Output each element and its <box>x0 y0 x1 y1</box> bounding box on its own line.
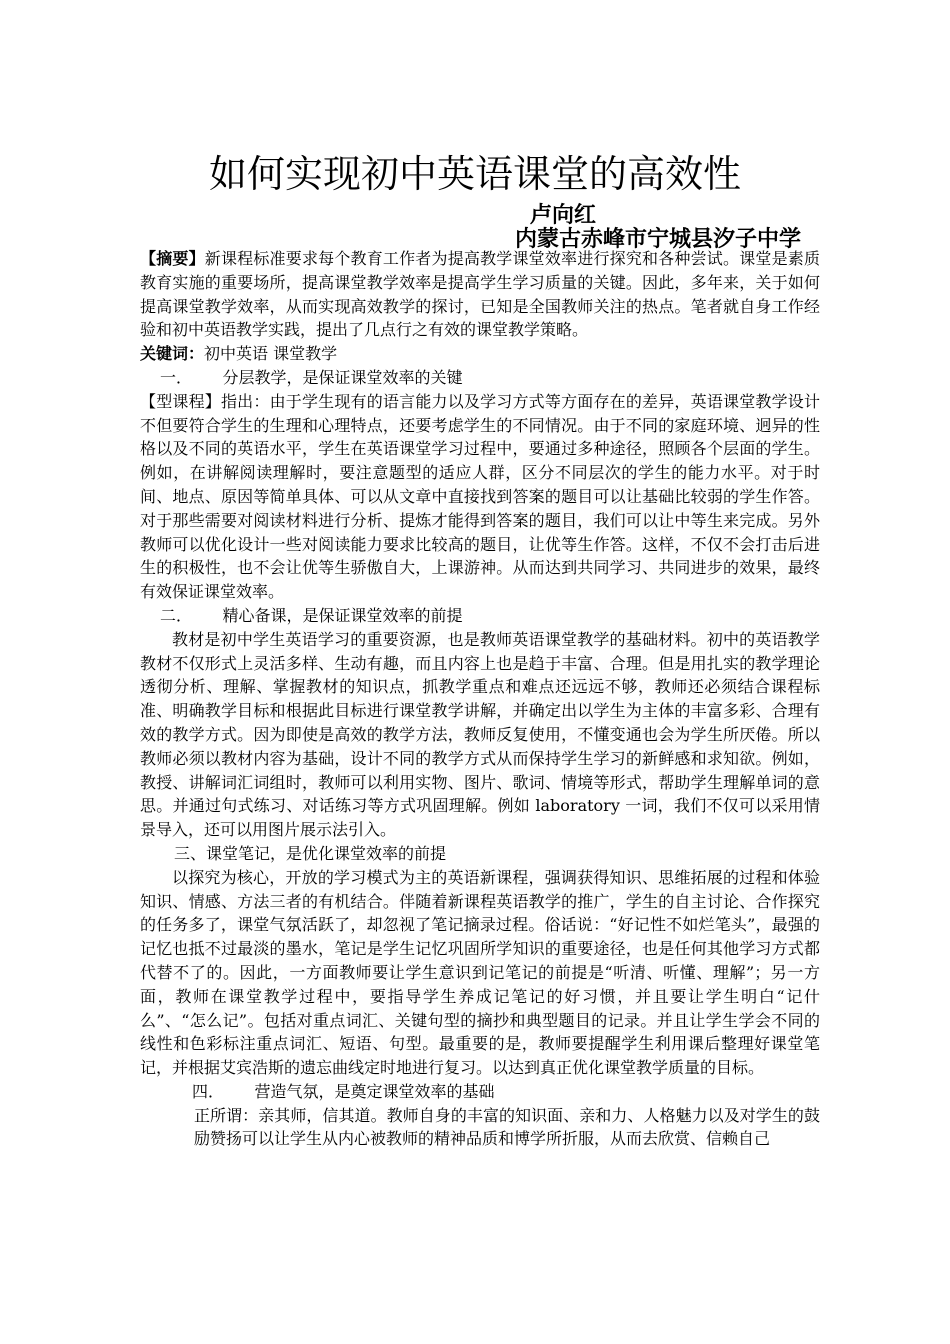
section-4-paragraph: 正所谓：亲其师，信其道。教师自身的丰富的知识面、亲和力、人格魅力以及对学生的鼓励赞扬可以让学生从内心被教师的精神品质和博学所折服，从而去欣赏、信赖自己 <box>194 1105 820 1149</box>
abstract-label: 【摘要】 <box>140 249 205 268</box>
section-1-lead: 【型课程】 <box>140 391 221 411</box>
keywords-line <box>140 342 820 366</box>
keywords-label: 关键词： <box>140 344 205 364</box>
section-2-heading: 二． 精心备课，是保证课堂效率的前提 <box>160 605 463 625</box>
section-1-heading: 一． 分层教学，是保证课堂效率的关键 <box>160 367 463 387</box>
section-3-heading: 三、课堂笔记，是优化课堂效率的前提 <box>174 843 447 863</box>
section-3-paragraph: 以探究为核心，开放的学习模式为主的英语新课程，强调获得知识、思维拓展的过程和体验知识、情感、方法三者的有机结合。伴随着新课程英语教学的推广，学生的自主讨论、合作探究的任务多了，课堂气氛活跃了，却忽视了笔记摘录过程。俗话说：“好记性不如烂笔头”，最强的记忆也抵不过最淡的墨水，笔记是学生记忆巩固所学知识的重要途径，也是任何其他学习方式都代替不了的。因此，一方面教师要让学生意识到记笔记的前提是“听清、听懂、理解”；另一方面，教师在课堂教学过程中，要指导学生养成记笔记的好习惯，并且要让学生明白“记什么”、“怎么记”。包括对重点词汇、关键句型的摘抄和典型题目的记录。并且让学生学会不同的线性和色彩标注重点词汇、短语、句型。最重要的是，教师要提醒学生利用课后整理好课堂笔记，并根据艾宾浩斯的遗忘曲线定时地进行复习。以达到真正优化课堂教学质量的目标。 <box>140 867 820 1078</box>
author-school: 内蒙古赤峰市宁城县汐子中学 <box>515 227 802 252</box>
document-title: 如何实现初中英语课堂的高效性 <box>208 152 741 196</box>
section-1-text: 指出：由于学生现有的语言能力以及学习方式等方面存在的差异，英语课堂教学设计不但要符合学生的生理和心理特点，还要考虑学生的不同情况。由于不同的家庭环境、迥异的性格以及不同的英语水平，学生在英语课堂学习过程中，要通过多种途径，照顾各个层面的学生。例如，在讲解阅读理解时，要注意题型的适应人群，区分不同层次的学生的能力水平。对于时间、地点、原因等简单具体、可以从文章中直接找到答案的题目可以让基础比较弱的学生作答。对于那些需要对阅读材料进行分析、提炼才能得到答案的题目，我们可以让中等生来完成。另外教师可以优化设计一些对阅读能力要求比较高的题目，让优等生作答。这样，不仅不会打击后进生的积极性，也不会让优等生骄傲自大，上课游神。从而达到共同学习、共同进步的效果，最终有效保证课堂效率。 <box>140 391 820 602</box>
abstract-text: 新课程标准要求每个教育工作者为提高教学课堂效率进行探究和各种尝试。课堂是素质教育实施的重要场所，提高课堂教学效率是提高学生学习质量的关键。因此，多年来，关于如何提高课堂教学效率，从而实现高效教学的探讨，已知是全国教师关注的热点。笔者就自身工作经验和初中英语教学实践，提出了几点行之有效的课堂教学策略。 <box>140 249 820 340</box>
abstract-paragraph <box>140 247 820 342</box>
document-body <box>140 247 820 1151</box>
section-4-heading: 四． 营造气氛，是奠定课堂效率的基础 <box>192 1081 495 1101</box>
author-name: 卢向红 <box>530 203 597 228</box>
keywords-text: 初中英语 课堂教学 <box>204 344 338 364</box>
section-2-paragraph: 教材是初中学生英语学习的重要资源，也是教师英语课堂教学的基础材料。初中的英语教学教材不仅形式上灵活多样、生动有趣，而且内容上也是趋于丰富、合理。但是用扎实的教学理论透彻分析、理解、掌握教材的知识点，抓教学重点和难点还远远不够，教师还必须结合课程标准、明确教学目标和根据此目标进行课堂教学讲解，并确定出以学生为主体的丰富多彩、合理有效的教学方式。因为即使是高效的教学方法，教师反复使用，不懂变通也会为学生所厌倦。所以教师必须以教材内容为基础，设计不同的教学方式从而保持学生学习的新鲜感和求知欲。例如，教授、讲解词汇词组时，教师可以利用实物、图片、歌词、情境等形式，帮助学生理解单词的意思。并通过句式练习、对话练习等方式巩固理解。例如 laboratory 一词，我们不仅可以采用情景导入，还可以用图片展示法引入。 <box>140 629 820 840</box>
section-1-paragraph <box>140 390 820 604</box>
